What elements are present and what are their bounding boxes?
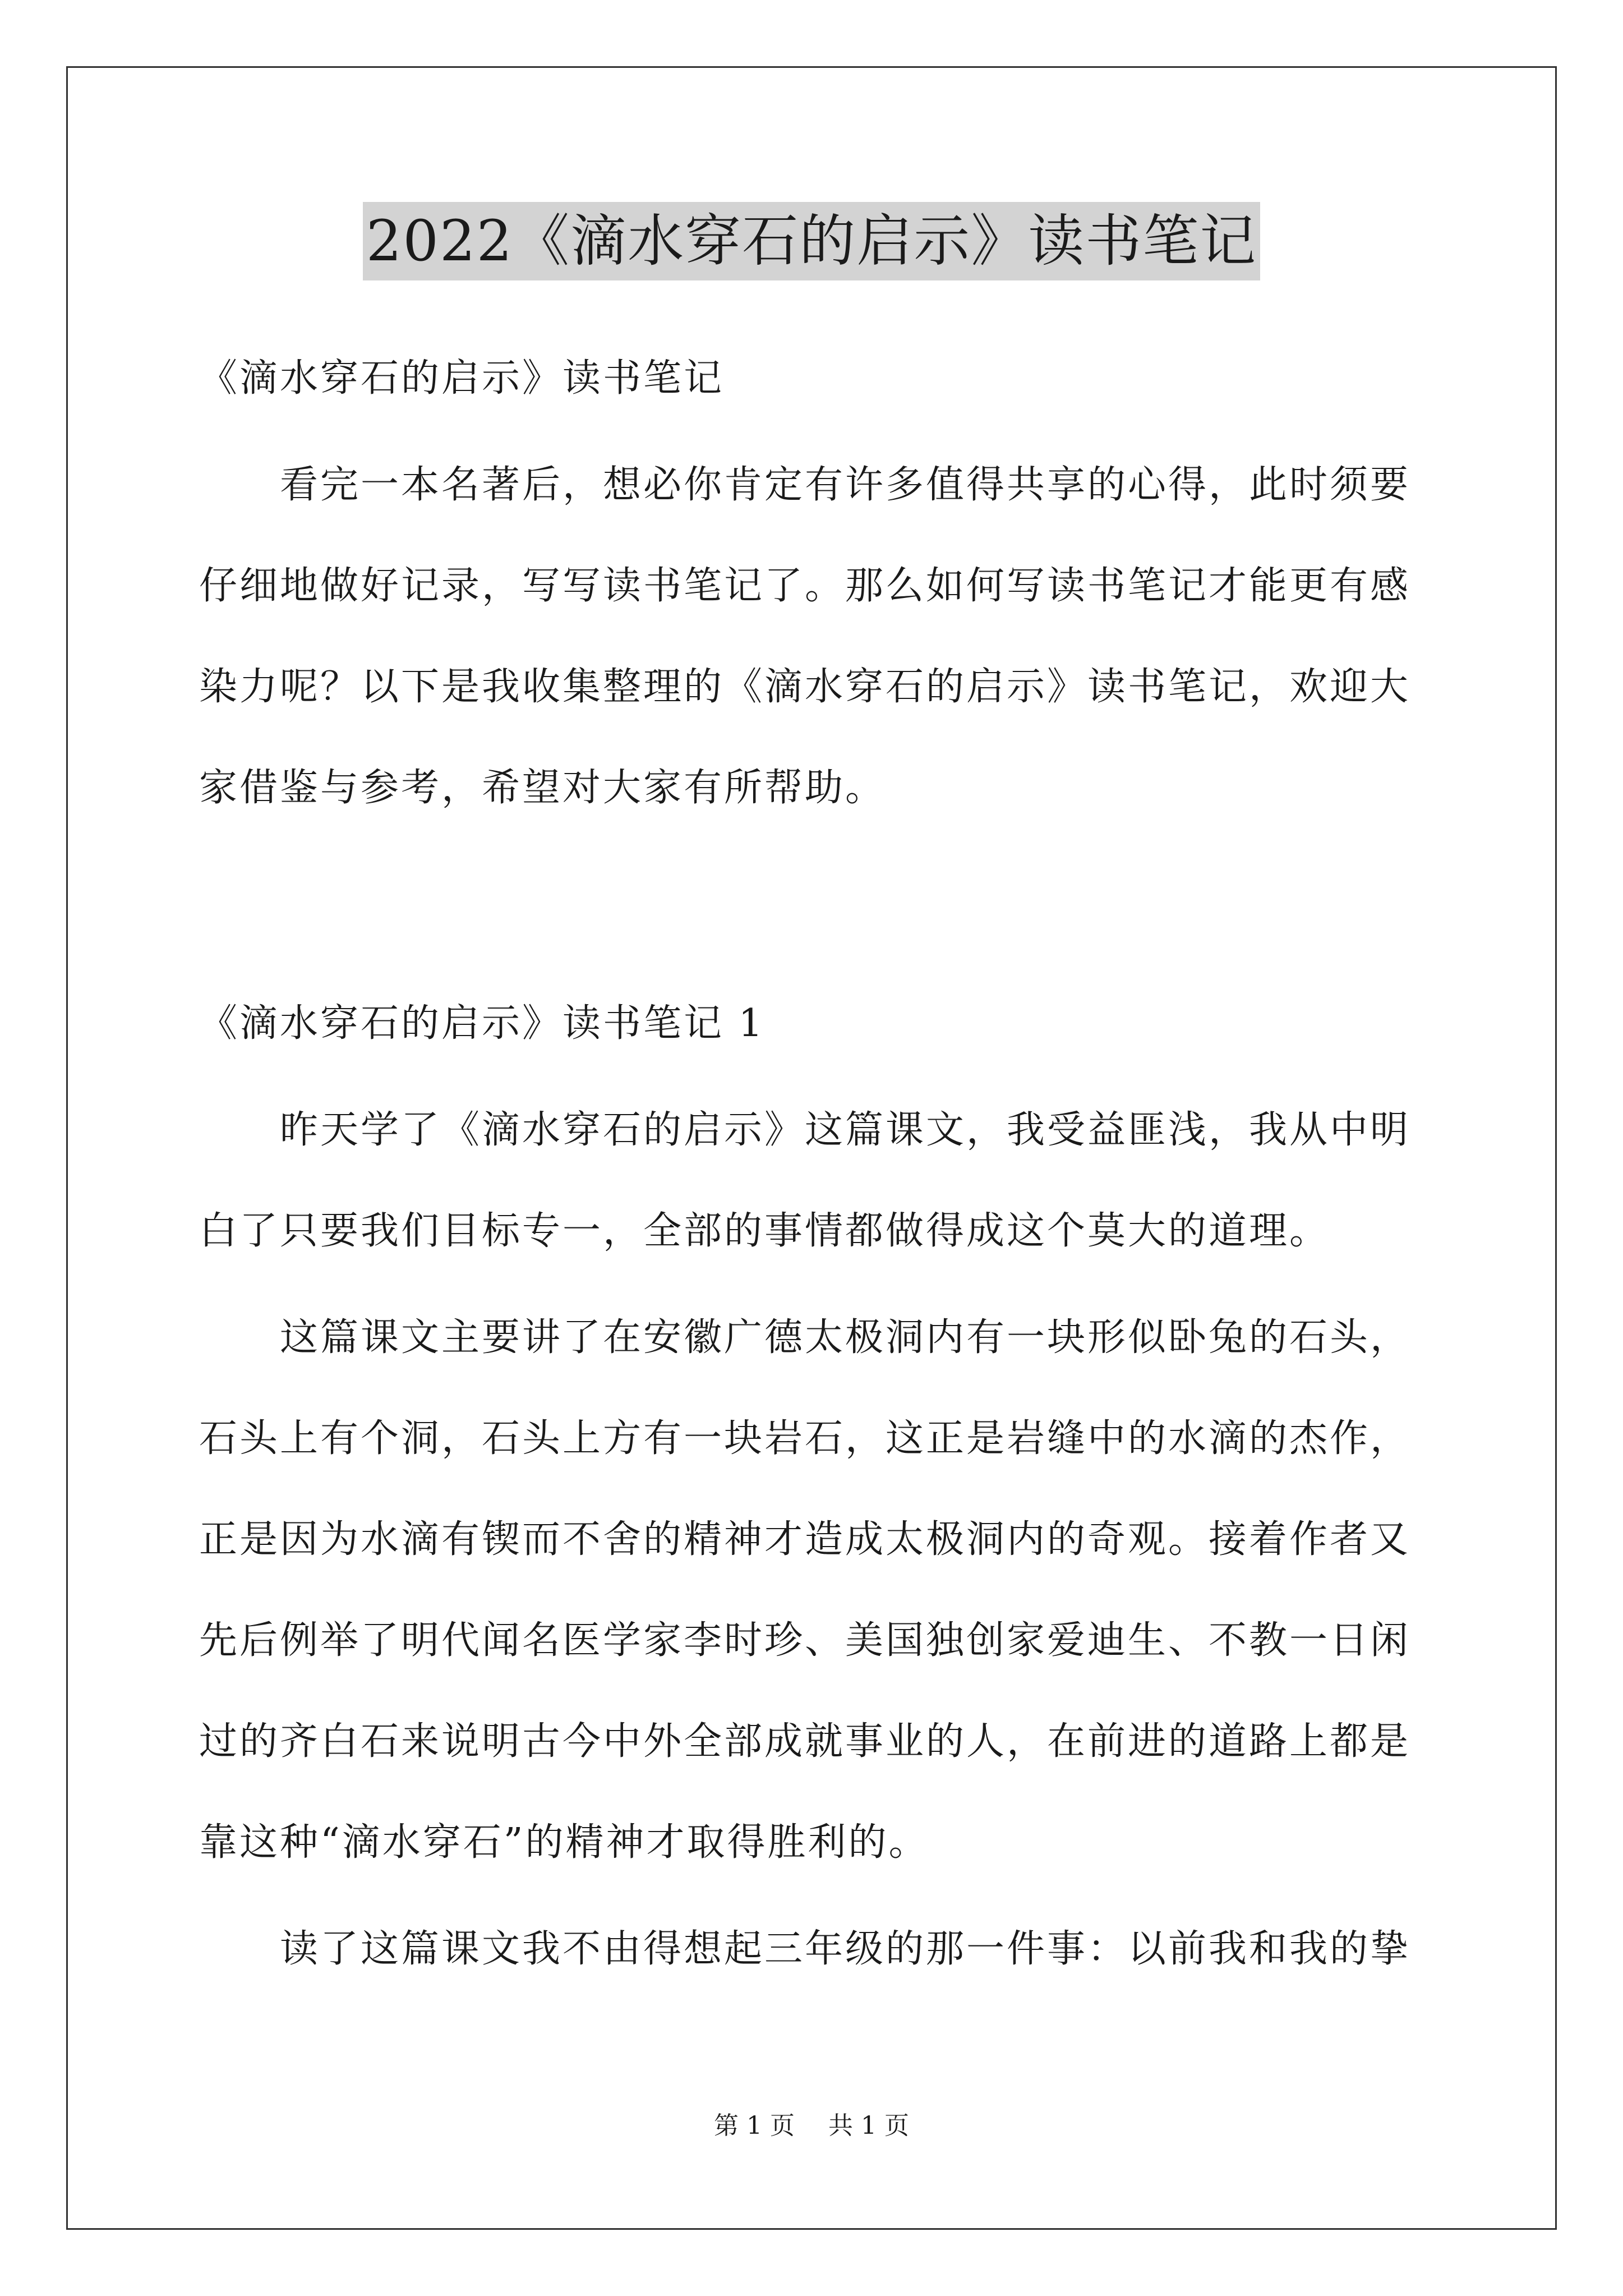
paragraph-line: 仔细地做好记录，写写读书笔记了。那么如何写读书笔记才能更有感 [199,564,1411,608]
paragraph-line: 石头上有个洞，石头上方有一块岩石，这正是岩缝中的水滴的杰作， [199,1416,1411,1461]
paragraph-line: 过的齐白石来说明古今中外全部成就事业的人，在前进的道路上都是 [199,1719,1411,1764]
paragraph-line: 昨天学了《滴水穿石的启示》这篇课文，我受益匪浅，我从中明 [199,1108,1411,1152]
paragraph-line: 这篇课文主要讲了在安徽广德太极洞内有一块形似卧兔的石头， [199,1315,1411,1360]
section-heading: 《滴水穿石的启示》读书笔记 1 [199,1001,765,1046]
document-title: 2022《滴水穿石的启示》读书笔记 [363,202,1261,280]
paragraph-line: 家借鉴与参考，希望对大家有所帮助。 [199,766,886,810]
page-number: 第 1 页 [714,2111,795,2140]
paragraph-line: 白了只要我们目标专一，全部的事情都做得成这个莫大的道理。 [199,1209,1330,1253]
page-footer [0,2109,1623,2143]
paragraph-line: 看完一本名著后，想必你肯定有许多值得共享的心得，此时须要 [199,463,1411,507]
paragraph-line: 靠这种“滴水穿石”的精神才取得胜利的。 [199,1820,929,1865]
paragraph-line: 正是因为水滴有锲而不舍的精神才造成太极洞内的奇观。接着作者又 [199,1517,1411,1562]
section-heading: 《滴水穿石的启示》读书笔记 [199,356,725,401]
title-container [0,202,1623,280]
paragraph-line: 先后例举了明代闻名医学家李时珍、美国独创家爱迪生、不教一日闲 [199,1618,1411,1663]
paragraph-line: 读了这篇课文我不由得想起三年级的那一件事：以前我和我的挚 [199,1927,1411,1971]
page-total: 共 1 页 [828,2111,909,2140]
paragraph-line: 染力呢？以下是我收集整理的《滴水穿石的启示》读书笔记，欢迎大 [199,665,1411,709]
